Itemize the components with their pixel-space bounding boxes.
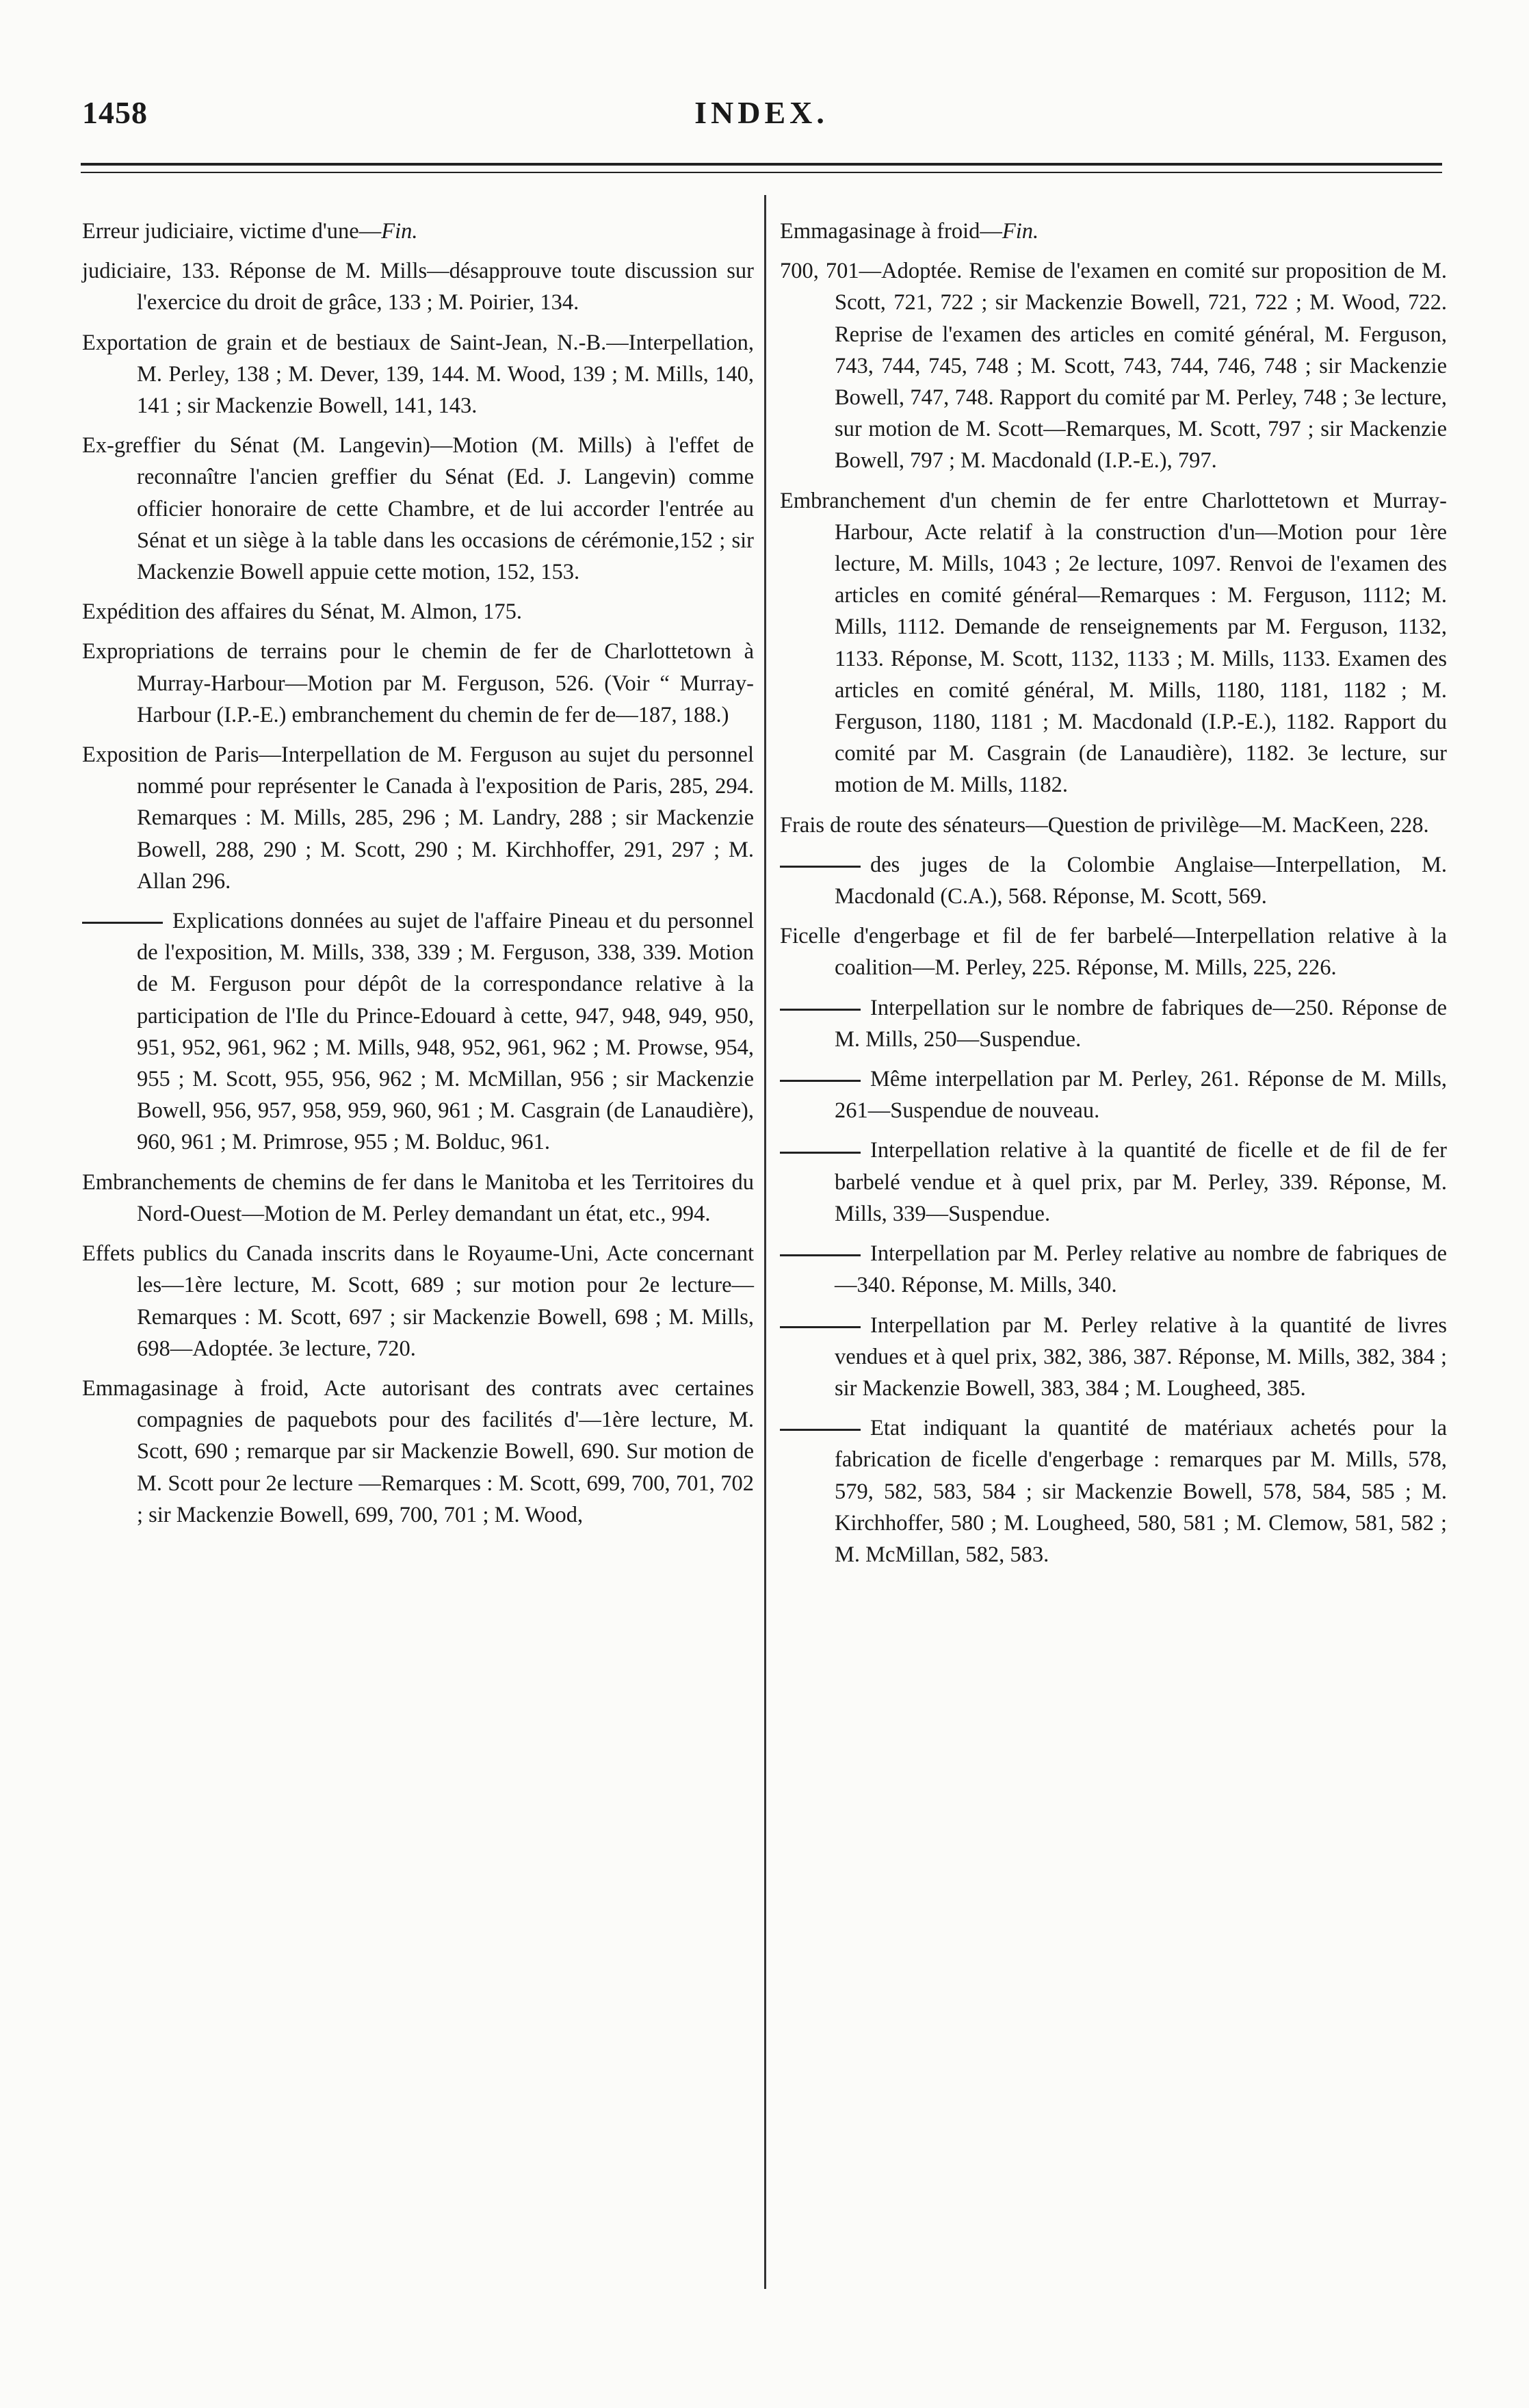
sub-entry-text: des juges de la Colombie Anglaise—Interpellation, M. Macdonald (C.A.), 568. Réponse, M. Scott, 569. xyxy=(835,852,1447,909)
ditto-dash xyxy=(82,922,163,924)
sub-entry-text: Etat indiquant la quantité de matériaux achetés pour la fabrication de ficelle d'engerbage : remarques par M. Mills, 578, 579, 582, 583, 584 ; sir Mackenzie Bowell, 578, 584, 585 ; M. Kirchhoffer, 580 ; M. Lougheed, 580, 581 ; M. Clemow, 581, 582 ; M. McMillan, 582, 583. xyxy=(835,1416,1447,1567)
entry-heading: Emmagasinage à froid, Acte autorisant des contrats avec certaines compagnies de paquebots pour des facilités d'—1ère lecture, M. Scott, 690 ; remarque par sir Mackenzie Bowell, 690. Sur motion de M. Scott pour 2e lecture —Remarques : M. Scott, 699, 700, 701, 702 ; sir Mackenzie Bowell, 699, 700, 701 ; M. Wood, xyxy=(82,1375,754,1527)
ditto-dash xyxy=(780,1080,861,1082)
sub-entry-text: Interpellation sur le nombre de fabriques de—250. Réponse de M. Mills, 250—Suspendue. xyxy=(835,995,1447,1052)
ditto-dash xyxy=(780,866,861,868)
entry-heading: Expédition des affaires du Sénat, M. Almon, 175. xyxy=(82,599,522,625)
entry-heading: Ex-greffier du Sénat (M. Langevin)—Motion (M. Mills) à l'effet de reconnaître l'ancien greffier du Sénat (Ed. J. Langevin) comme officier honoraire de cette Chambre, et de lui accorder l'entrée au Sénat et un siège à la table dans les occasions de cérémonie,152 ; sir Mackenzie Bowell appuie cette motion, 152, 153. xyxy=(82,433,754,585)
entry-heading: Exposition de Paris—Interpellation de M. Ferguson au sujet du personnel nommé pour représenter le Canada à l'exposition de Paris, 285, 294. Remarques : M. Mills, 285, 296 ; M. Landry, 288 ; sir Mackenzie Bowell, 288, 290 ; M. Scott, 290 ; M. Kirchhoffer, 291, 297 ; M. Allan 296. xyxy=(82,742,754,894)
entry-heading: Expropriations de terrains pour le chemin de fer de Charlottetown à Murray-Harbour—Motion par M. Ferguson, 526. (Voir “ Murray-Harbour (I.P.-E.) embranchement du chemin de fer de—187, 188.) xyxy=(82,639,754,727)
sub-entry-text: Interpellation par M. Perley relative au nombre de fabriques de—340. Réponse, M. Mills, 340. xyxy=(835,1241,1447,1298)
sub-entry xyxy=(780,1412,1447,1570)
entry-heading-italic: Fin. xyxy=(1002,219,1039,244)
entry-heading-italic: Fin. xyxy=(381,219,418,244)
index-entry xyxy=(82,1238,754,1364)
ditto-dash xyxy=(780,1009,861,1011)
sub-entry-text: Même interpellation par M. Perley, 261. Réponse de M. Mills, 261—Suspendue de nouveau. xyxy=(835,1067,1447,1124)
sub-entry-text: Explications données au sujet de l'affaire Pineau et du personnel de l'exposition, M. Mills, 338, 339 ; M. Ferguson, 338, 339. Motion de M. Ferguson pour dépôt de la correspondance relative à la participation de l'Ile du Prince-Edouard à cette, 947, 948, 949, 950, 951, 952, 961, 962 ; M. Mills, 948, 952, 961, 962 ; M. Prowse, 954, 955 ; M. Scott, 955, 956, 962 ; M. McMillan, 956 ; sir Mackenzie Bowell, 956, 957, 958, 959, 960, 961 ; M. Casgrain (de Lanaudière), 960, 961 ; M. Primrose, 955 ; M. Bolduc, 961. xyxy=(137,909,754,1155)
index-entry xyxy=(82,739,754,897)
index-entry xyxy=(82,636,754,731)
ditto-dash xyxy=(780,1152,861,1154)
entry-continuation: 700, 701—Adoptée. Remise de l'examen en comité sur proposition de M. Scott, 721, 722 ; sir Mackenzie Bowell, 721, 722 ; M. Wood, 722. Reprise de l'examen des articles en comité général, M. Ferguson, 743, 744, 745, 748 ; M. Scott, 743, 744, 746, 748 ; sir Mackenzie Bowell, 747, 748. Rapport du comité par M. Perley, 748 ; 3e lecture, sur motion de M. Scott—Remarques, M. Scott, 797 ; sir Mackenzie Bowell, 797 ; M. Macdonald (I.P.-E.), 797. xyxy=(780,259,1447,474)
entry-heading: Embranchements de chemins de fer dans le Manitoba et les Territoires du Nord-Ouest—Motion de M. Perley demandant un état, etc., 994. xyxy=(82,1169,754,1226)
index-entry xyxy=(780,485,1447,801)
sub-entry xyxy=(780,849,1447,912)
ditto-dash xyxy=(780,1326,861,1328)
sub-entry xyxy=(82,905,754,1158)
sub-entry-text: Interpellation relative à la quantité de ficelle et de fil de fer barbelé vendue et à quel prix, par M. Perley, 339. Réponse, M. Mills, 339—Suspendue. xyxy=(835,1138,1447,1226)
index-entry xyxy=(82,1373,754,1531)
entry-heading: Exportation de grain et de bestiaux de Saint-Jean, N.-B.—Interpellation, M. Perley, 138 ; M. Dever, 139, 144. M. Wood, 139 ; M. Mills, 140, 141 ; sir Mackenzie Bowell, 141, 143. xyxy=(82,330,754,419)
left-column xyxy=(82,216,754,1539)
right-column xyxy=(780,216,1447,1579)
sub-entry xyxy=(780,1238,1447,1301)
entry-heading: Ficelle d'engerbage et fil de fer barbelé—Interpellation relative à la coalition—M. Perley, 225. Réponse, M. Mills, 225, 226. xyxy=(780,924,1447,981)
entry-heading: Emmagasinage à froid— xyxy=(780,219,1002,244)
running-header xyxy=(74,94,1449,142)
sub-entry-text: Interpellation par M. Perley relative à la quantité de livres vendues et à quel prix, 382, 386, 387. Réponse, M. Mills, 382, 384 ; sir Mackenzie Bowell, 383, 384 ; M. Lougheed, 385. xyxy=(835,1312,1447,1401)
ditto-dash xyxy=(780,1254,861,1256)
index-entry xyxy=(82,430,754,588)
page-number: 1458 xyxy=(82,95,148,130)
sub-entry xyxy=(780,1063,1447,1126)
index-entry xyxy=(780,810,1447,841)
page-title: INDEX. xyxy=(694,95,828,130)
index-entry xyxy=(82,1167,754,1230)
column-divider xyxy=(764,195,766,2289)
index-entry xyxy=(780,920,1447,983)
index-entry xyxy=(82,327,754,422)
index-entry xyxy=(82,596,754,627)
sub-entry xyxy=(780,1310,1447,1405)
entry-heading: Frais de route des sénateurs—Question de privilège—M. MacKeen, 228. xyxy=(780,812,1429,838)
index-entry xyxy=(82,216,754,247)
header-rule-thin xyxy=(81,172,1442,173)
index-entry xyxy=(780,216,1447,247)
entry-heading: Effets publics du Canada inscrits dans le Royaume-Uni, Acte concernant les—1ère lecture, M. Scott, 689 ; sur motion pour 2e lecture—Remarques : M. Scott, 697 ; sir Mackenzie Bowell, 698 ; M. Mills, 698—Adoptée. 3e lecture, 720. xyxy=(82,1241,754,1361)
entry-continuation: judiciaire, 133. Réponse de M. Mills—désapprouve toute discussion sur l'exercice du droit de grâce, 133 ; M. Poirier, 134. xyxy=(82,259,754,315)
entry-heading: Erreur judiciaire, victime d'une— xyxy=(82,219,382,244)
sub-entry xyxy=(780,992,1447,1055)
header-rule-thick xyxy=(81,163,1442,166)
ditto-dash xyxy=(780,1429,861,1431)
entry-heading: Embranchement d'un chemin de fer entre Charlottetown et Murray-Harbour, Acte relatif à la construction d'un—Motion pour 1ère lecture, M. Mills, 1043 ; 2e lecture, 1097. Renvoi de l'examen des articles en comité général—Remarques : M. Ferguson, 1112; M. Mills, 1112. Demande de renseignements par M. Ferguson, 1132, 1133. Réponse, M. Scott, 1132, 1133 ; M. Mills, 1133. Examen des articles en comité général, M. Mills, 1180, 1181, 1182 ; M. Ferguson, 1180, 1181 ; M. Macdonald (I.P.-E.), 1182. Rapport du comité par M. Casgrain (de Lanaudière), 1182. 3e lecture, sur motion de M. Mills, 1182. xyxy=(780,488,1447,798)
sub-entry xyxy=(780,1135,1447,1230)
